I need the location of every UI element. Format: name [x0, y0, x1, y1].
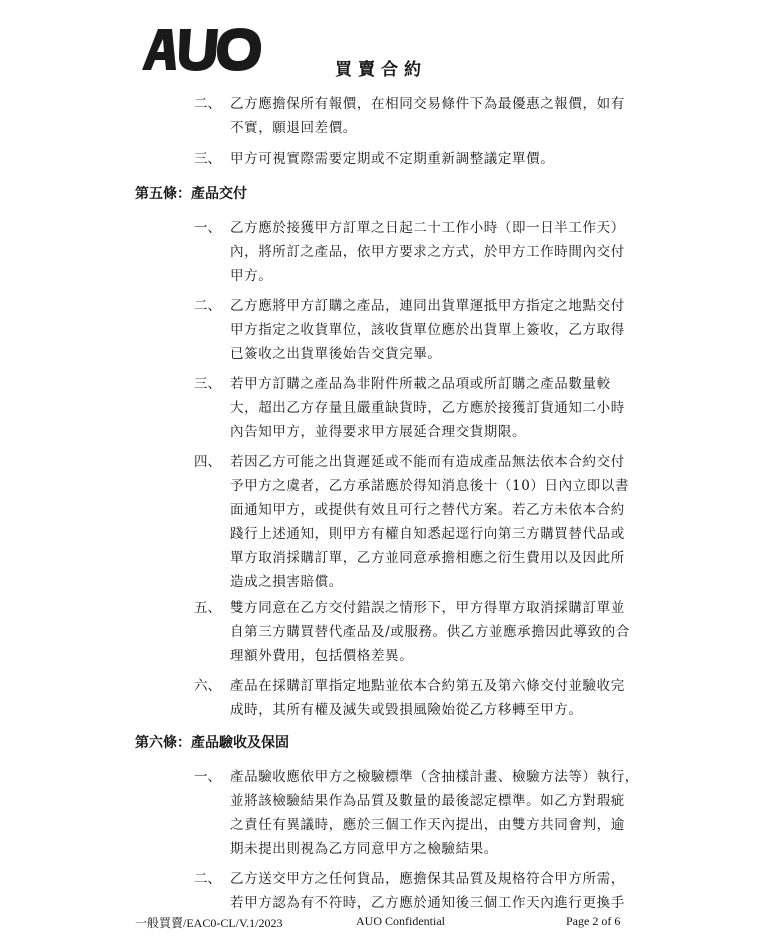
item-number: 一、	[194, 220, 221, 236]
item-number: 四、	[194, 454, 221, 470]
item-text-line: 內，將所訂之產品，依甲方要求之方式，於甲方工作時間內交付	[230, 244, 625, 260]
item-text-line: 不實，願退回差價。	[230, 120, 357, 136]
article-6-heading: 第六條：產品驗收及保固	[135, 735, 289, 751]
item-number: 一、	[194, 769, 221, 785]
item-number: 六、	[194, 678, 221, 694]
item-number: 三、	[194, 376, 221, 392]
document-title: 買賣合約	[335, 60, 427, 80]
item-text-line: 面通知甲方，或提供有效且可行之替代方案。若乙方未依本合約	[230, 502, 625, 518]
item-text-line: 甲方指定之收貨單位，該收貨單位應於出貨單上簽收，乙方取得	[230, 322, 625, 338]
item-text-line: 已簽收之出貨單後始告交貨完畢。	[230, 346, 442, 362]
article-5-heading: 第五條：產品交付	[135, 186, 247, 202]
footer-page-number: Page 2 of 6	[566, 914, 621, 928]
item-text-line: 產品驗收應依甲方之檢驗標準（含抽樣計畫、檢驗方法等）執行，	[230, 769, 639, 785]
item-text-line: 乙方送交甲方之任何貨品，應擔保其品質及規格符合甲方所需，	[230, 871, 625, 887]
item-text-line: 甲方。	[230, 268, 273, 284]
item-text-line: 並將該檢驗結果作為品質及數量的最後認定標準。如乙方對瑕疵	[230, 793, 625, 809]
item-text-line: 單方取消採購訂單，乙方並同意承擔相應之衍生費用以及因此所	[230, 550, 625, 566]
item-text-line: 踐行上述通知，則甲方有權自知悉起逕行向第三方購買替代品或	[230, 526, 625, 542]
item-text-line: 之責任有異議時，應於三個工作天內提出，由雙方共同會判，逾	[230, 817, 625, 833]
item-text-line: 雙方同意在乙方交付錯誤之情形下，甲方得單方取消採購訂單並	[230, 600, 625, 616]
item-number: 三、	[194, 151, 221, 167]
item-text-line: 乙方應擔保所有報價，在相同交易條件下為最優惠之報價，如有	[230, 96, 625, 112]
item-text-line: 甲方可視實際需要定期或不定期重新調整議定單價。	[230, 151, 555, 167]
item-text-line: 成時，其所有權及滅失或毀損風險始從乙方移轉至甲方。	[230, 702, 583, 718]
item-text-line: 自第三方購買替代產品及/或服務。供乙方並應承擔因此導致的合	[230, 624, 630, 640]
item-text-line: 大，超出乙方存量且嚴重缺貨時，乙方應於接獲訂貨通知二小時	[230, 400, 625, 416]
item-number: 二、	[194, 298, 221, 314]
item-text-line: 理額外費用，包括價格差異。	[230, 648, 414, 664]
item-text-line: 產品在採購訂單指定地點並依本合約第五及第六條交付並驗收完	[230, 678, 625, 694]
item-text-line: 造成之損害賠償。	[230, 574, 343, 590]
auo-logo	[136, 26, 264, 72]
item-text-line: 內告知甲方，並得要求甲方展延合理交貨期限。	[230, 424, 527, 440]
item-number: 五、	[194, 600, 221, 616]
item-number: 二、	[194, 96, 221, 112]
item-text-line: 若因乙方可能之出貨遲延或不能而有造成產品無法依本合約交付	[230, 454, 625, 470]
footer-form-code: 一般買賣/EAC0-CL/V.1/2023	[135, 916, 283, 930]
item-text-line: 若甲方認為有不符時，乙方應於通知後三個工作天內進行更換手	[230, 895, 625, 911]
item-text-line: 予甲方之虞者，乙方承諾應於得知消息後十（10）日內立即以書	[230, 478, 630, 494]
footer-confidential: AUO Confidential	[356, 914, 445, 928]
item-text-line: 乙方應將甲方訂購之產品，連同出貨單運抵甲方指定之地點交付	[230, 298, 625, 314]
item-number: 二、	[194, 871, 221, 887]
item-text-line: 乙方應於接獲甲方訂單之日起二十工作小時（即一日半工作天）	[230, 220, 625, 236]
item-text-line: 期未提出則視為乙方同意甲方之檢驗結果。	[230, 841, 498, 857]
item-text-line: 若甲方訂購之產品為非附件所載之品項或所訂購之產品數量較	[230, 376, 611, 392]
